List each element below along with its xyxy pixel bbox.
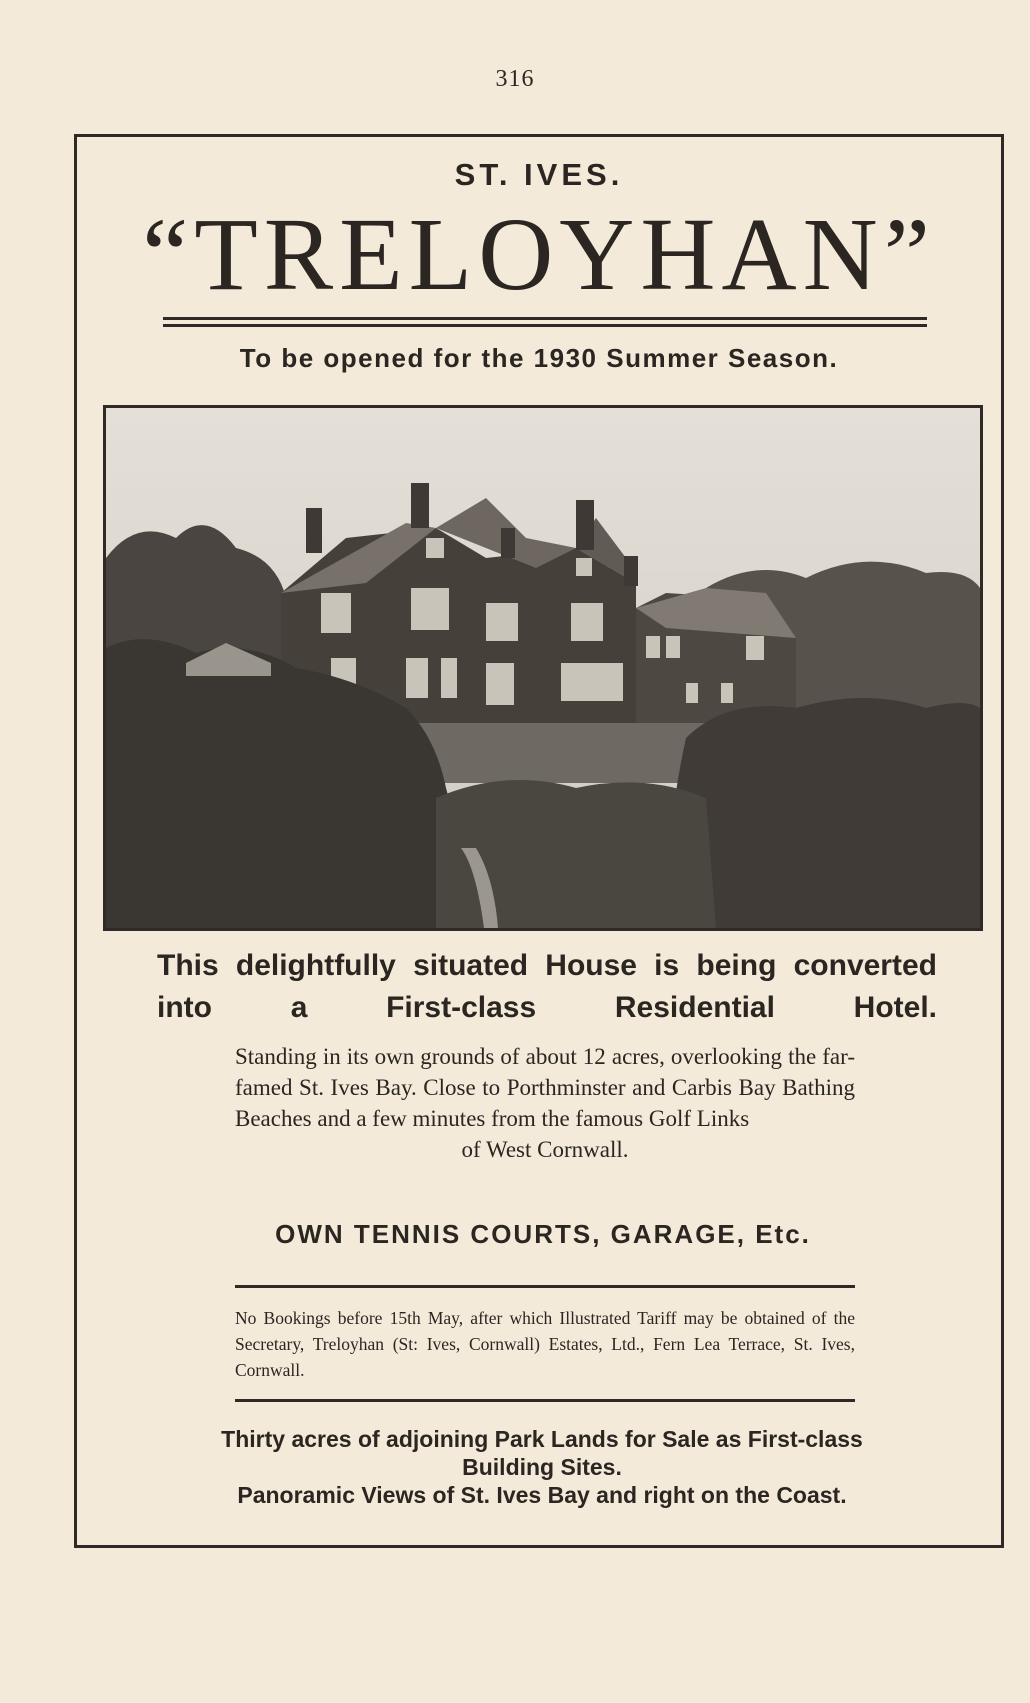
description-last-line: of West Cornwall. (461, 1137, 629, 1162)
advert-frame (74, 134, 1004, 1548)
description-body: Standing in its own grounds of about 12 acres, overlooking the far-famed St. Ives Bay. Close to Porthminster and Carbis Bay Bathing Beaches and a few minutes from the famous Golf Links (235, 1044, 855, 1131)
hotel-photo-illustration (106, 408, 980, 928)
bookings-rule-top (235, 1285, 855, 1288)
footer-line-1: Thirty acres of adjoining Park Lands for Sale as First-class (221, 1426, 863, 1452)
amenities-text: OWN TENNIS COURTS, GARAGE, Etc. (275, 1219, 811, 1249)
bookings-rule-bottom (235, 1399, 855, 1402)
hotel-photograph (103, 405, 983, 931)
footer-line-3: Panoramic Views of St. Ives Bay and right on the Coast. (237, 1482, 847, 1508)
headline-text: This delightfully situated House is being converted into a First-class Residential Hotel. (157, 949, 937, 1024)
title-rule-bottom (163, 324, 927, 327)
opening-notice: To be opened for the 1930 Summer Season. (239, 343, 839, 373)
footer-line-2: Building Sites. (462, 1454, 622, 1480)
title-rule-top (163, 317, 927, 320)
hotel-name-title: “TRELOYHAN” (142, 197, 936, 312)
footer-text (117, 1425, 967, 1509)
page-number: 316 (495, 66, 535, 92)
description-text (235, 1041, 855, 1165)
bookings-notice: No Bookings before 15th May, after which Illustrated Tariff may be obtained of the Secretary, Treloyhan (St: Ives, Cornwall) Estates, Ltd., Fern Lea Terrace, St. Ives, Cornwall. (235, 1308, 855, 1380)
location-heading: ST. IVES. (454, 157, 624, 192)
